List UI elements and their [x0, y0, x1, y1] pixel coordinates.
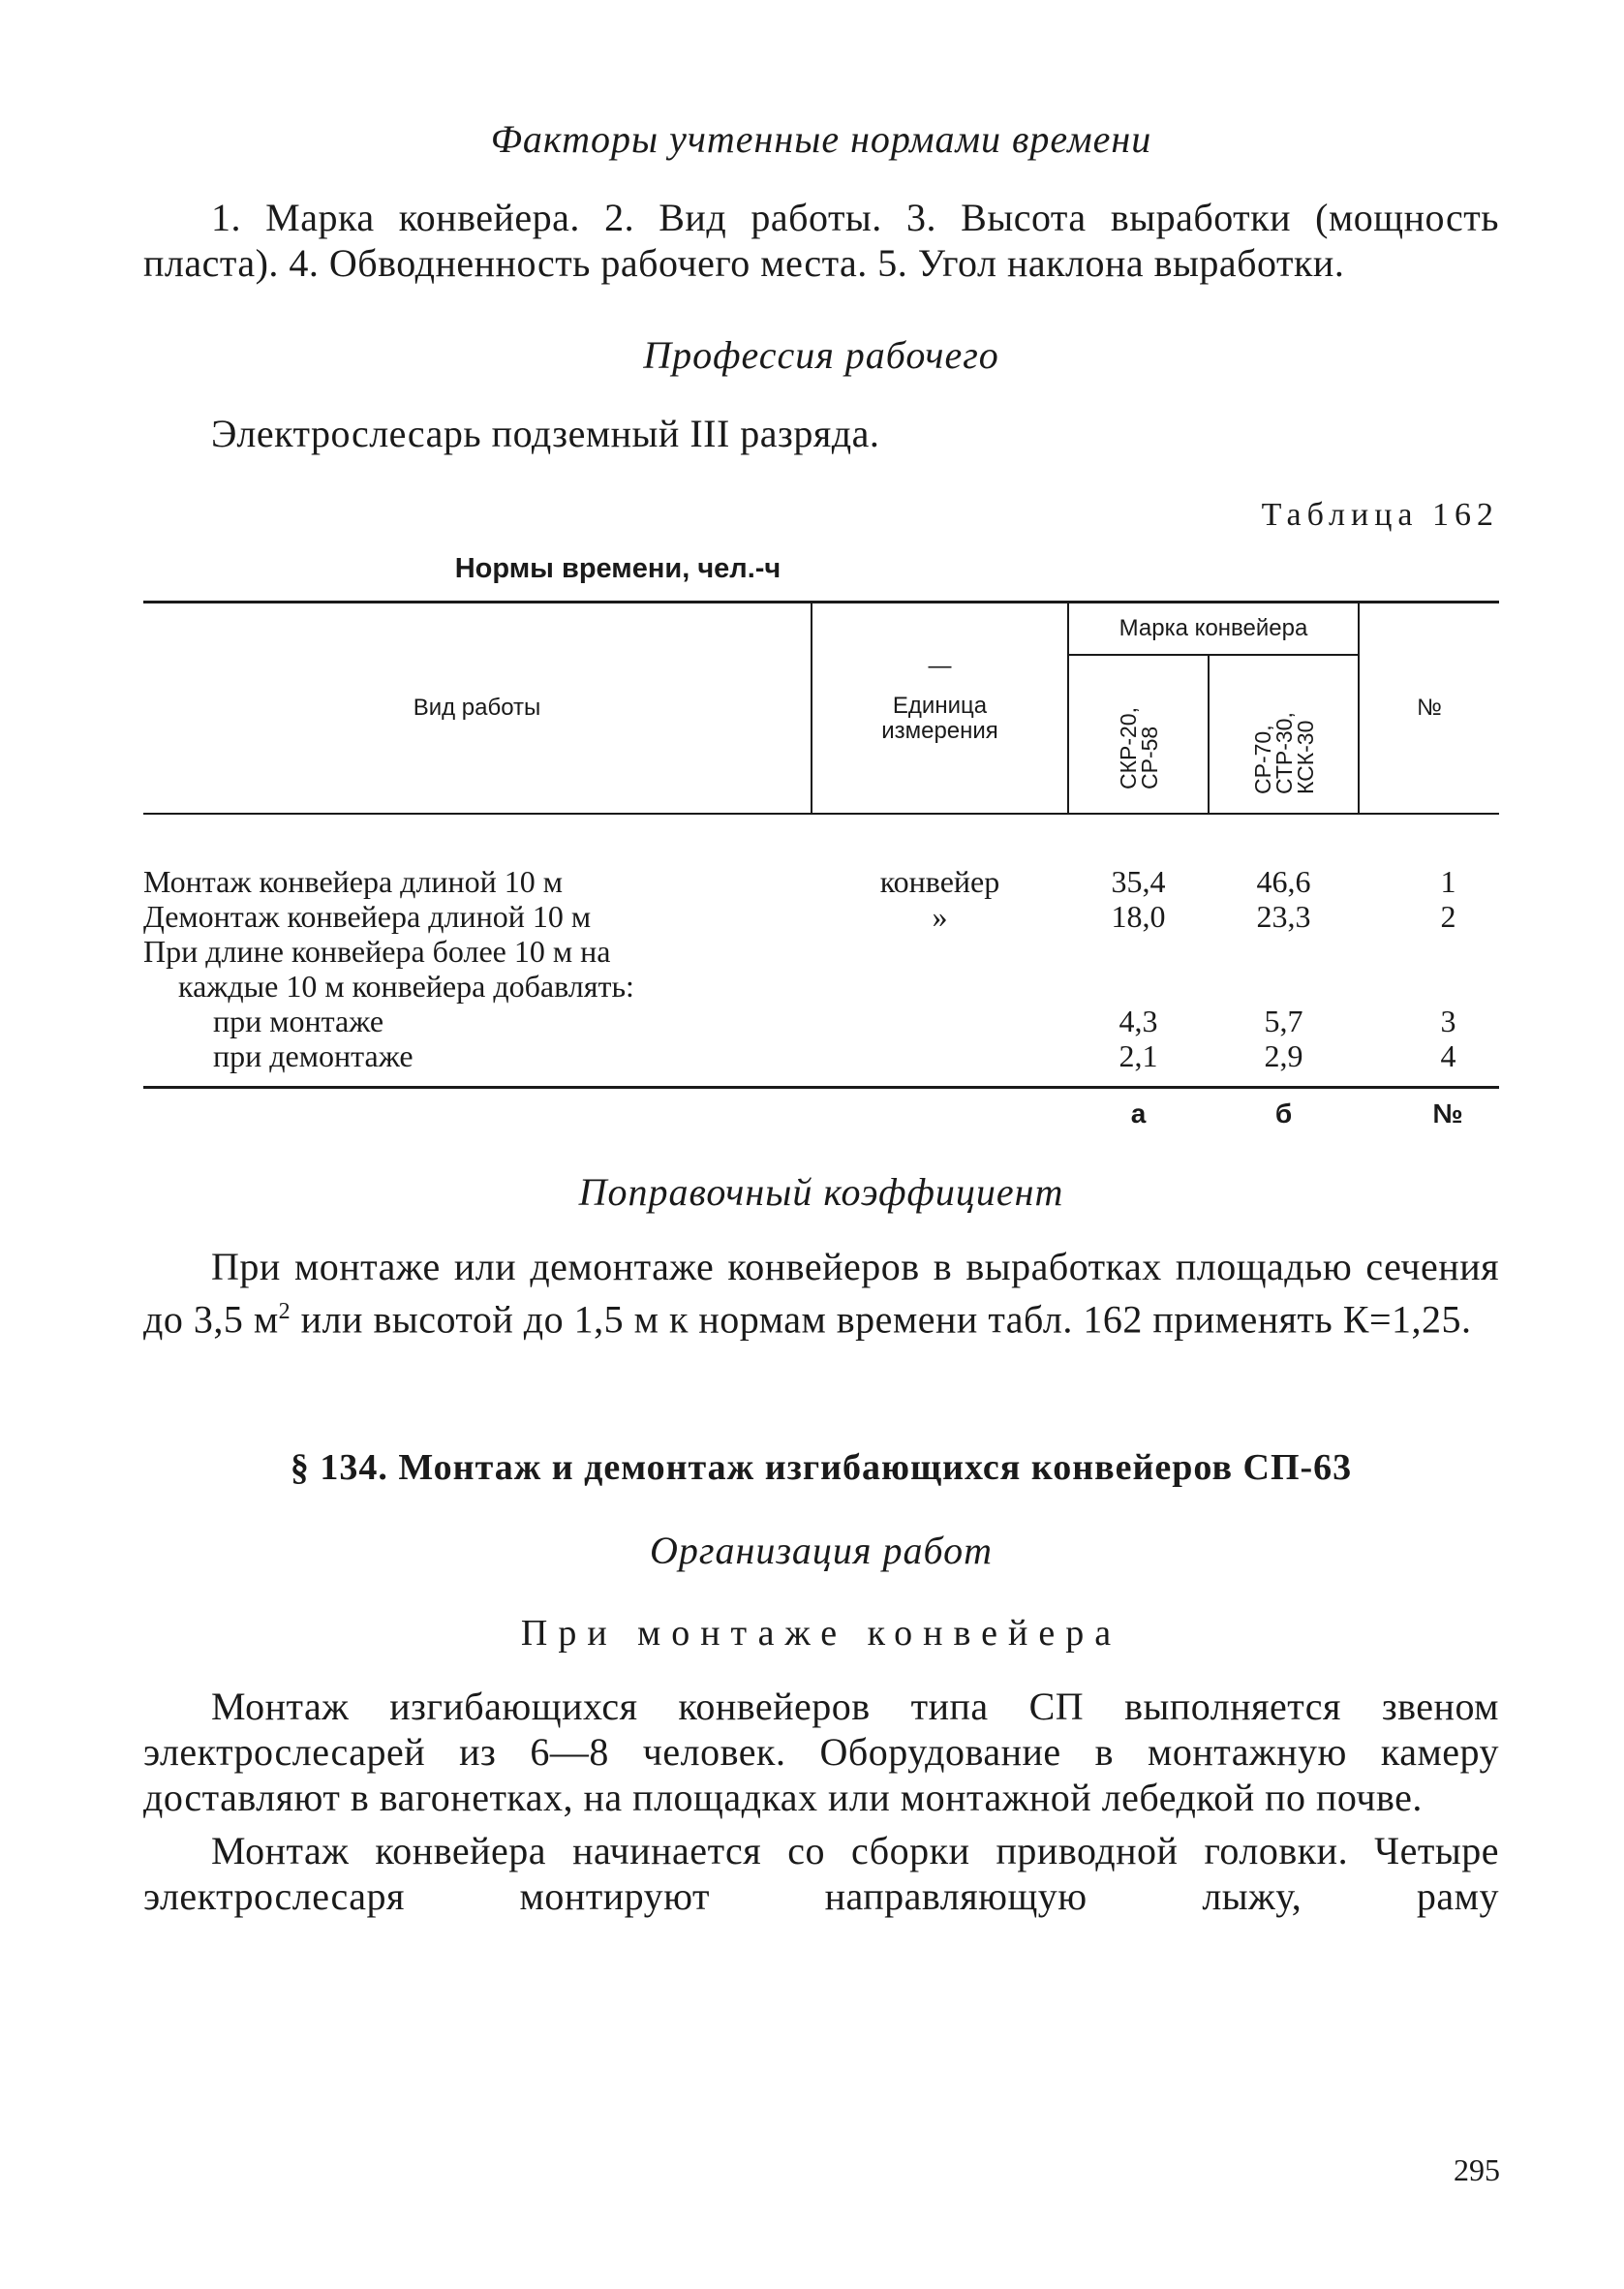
row-work: При длине конвейера более 10 м на	[143, 934, 611, 969]
table-row	[143, 899, 1499, 934]
row-value-b: 5,7	[1264, 1004, 1303, 1038]
row-value-a: 35,4	[1111, 864, 1166, 899]
row-value-a: 4,3	[1118, 1004, 1158, 1038]
row-work: каждые 10 м конвейера добавлять:	[178, 969, 634, 1004]
header-col-b: СР-70, СТР-30, КСК-30	[1209, 655, 1359, 813]
table-row	[143, 969, 1499, 1004]
row-work: при демонтаже	[213, 1038, 414, 1073]
row-unit	[812, 1004, 1068, 1038]
row-unit: конвейер	[879, 864, 1000, 899]
table-footer-row	[143, 1087, 1499, 1130]
page-content	[143, 116, 1499, 1919]
table-row	[143, 1004, 1499, 1038]
row-unit	[812, 969, 1068, 1004]
section-spaced-heading: При монтаже конвейера	[520, 1612, 1122, 1654]
table-row	[143, 864, 1499, 899]
header-brand-group: Марка конвейера	[1068, 603, 1359, 656]
norms-table	[143, 601, 1499, 1130]
factors-heading: Факторы учтенные нормами времени	[490, 117, 1152, 161]
section-paragraph-1: Монтаж изгибающихся конвейеров типа СП выполняется звеном электрослесарей из 6—8 человек. Оборудование в монтажную камеру доставляют в вагонетках, на площадках или монтажной лебедкой по почве.	[143, 1684, 1499, 1819]
row-unit	[812, 1038, 1068, 1073]
row-value-b: 23,3	[1256, 899, 1311, 934]
row-num: 3	[1440, 1004, 1456, 1038]
row-unit	[812, 934, 1068, 969]
table-title: Нормы времени, чел.-ч	[454, 553, 781, 584]
row-value-b	[1209, 969, 1359, 1004]
row-value-b	[1209, 934, 1359, 969]
row-work: при монтаже	[213, 1004, 384, 1038]
row-value-a	[1068, 969, 1209, 1004]
header-unit: — Единица измерения	[812, 603, 1068, 814]
footer-a: а	[1130, 1098, 1147, 1129]
header-num: №	[1417, 695, 1442, 721]
row-num	[1359, 969, 1499, 1004]
page-number: 295	[1454, 2152, 1500, 2187]
row-num: 1	[1440, 864, 1456, 899]
table-row	[143, 934, 1499, 969]
profession-text: Электрослесарь подземный III разряда.	[211, 412, 880, 455]
norms-table-body	[143, 814, 1499, 1130]
row-num: 4	[1440, 1038, 1456, 1073]
section-title: § 134. Монтаж и демонтаж изгибающихся конвейеров СП-63	[290, 1446, 1353, 1488]
row-num	[1359, 934, 1499, 969]
footer-b: б	[1274, 1098, 1293, 1129]
correction-heading: Поправочный коэффициент	[578, 1169, 1064, 1214]
section-paragraph-2: Монтаж конвейера начинается со сборки приводной головки. Четыре электрослесаря монтируют направляющую лыжу, раму	[143, 1828, 1499, 1918]
header-work-type: Вид работы	[143, 603, 812, 814]
row-value-a: 18,0	[1111, 899, 1166, 934]
table-row	[143, 1038, 1499, 1073]
table-caption: Таблица 162	[1261, 497, 1499, 533]
row-value-a	[1068, 934, 1209, 969]
row-value-b: 46,6	[1256, 864, 1311, 899]
factors-text: 1. Марка конвейера. 2. Вид работы. 3. Высота выработки (мощность пласта). 4. Обводненность рабочего места. 5. Угол наклона выработки.	[143, 196, 1499, 285]
profession-heading: Профессия рабочего	[643, 333, 999, 377]
row-work: Монтаж конвейера длиной 10 м	[143, 864, 564, 899]
footer-num: №	[1432, 1098, 1463, 1129]
correction-text: При монтаже или демонтаже конвейеров в выработках площадью сечения до 3,5 $м^2$ или высотой до 1,5 м к нормам времени табл. 162 применять К=1,25.	[143, 1244, 1499, 1341]
section-subheading: Организация работ	[649, 1528, 993, 1572]
row-num: 2	[1440, 899, 1456, 934]
row-unit: »	[932, 899, 948, 934]
header-unit-dash: —	[928, 653, 952, 679]
row-work: Демонтаж конвейера длиной 10 м	[143, 899, 592, 934]
header-col-a: СКР-20, СР-58	[1068, 655, 1209, 813]
row-value-b: 2,9	[1264, 1038, 1303, 1073]
row-value-a: 2,1	[1118, 1038, 1158, 1073]
superscript-2: 2	[278, 1298, 291, 1324]
